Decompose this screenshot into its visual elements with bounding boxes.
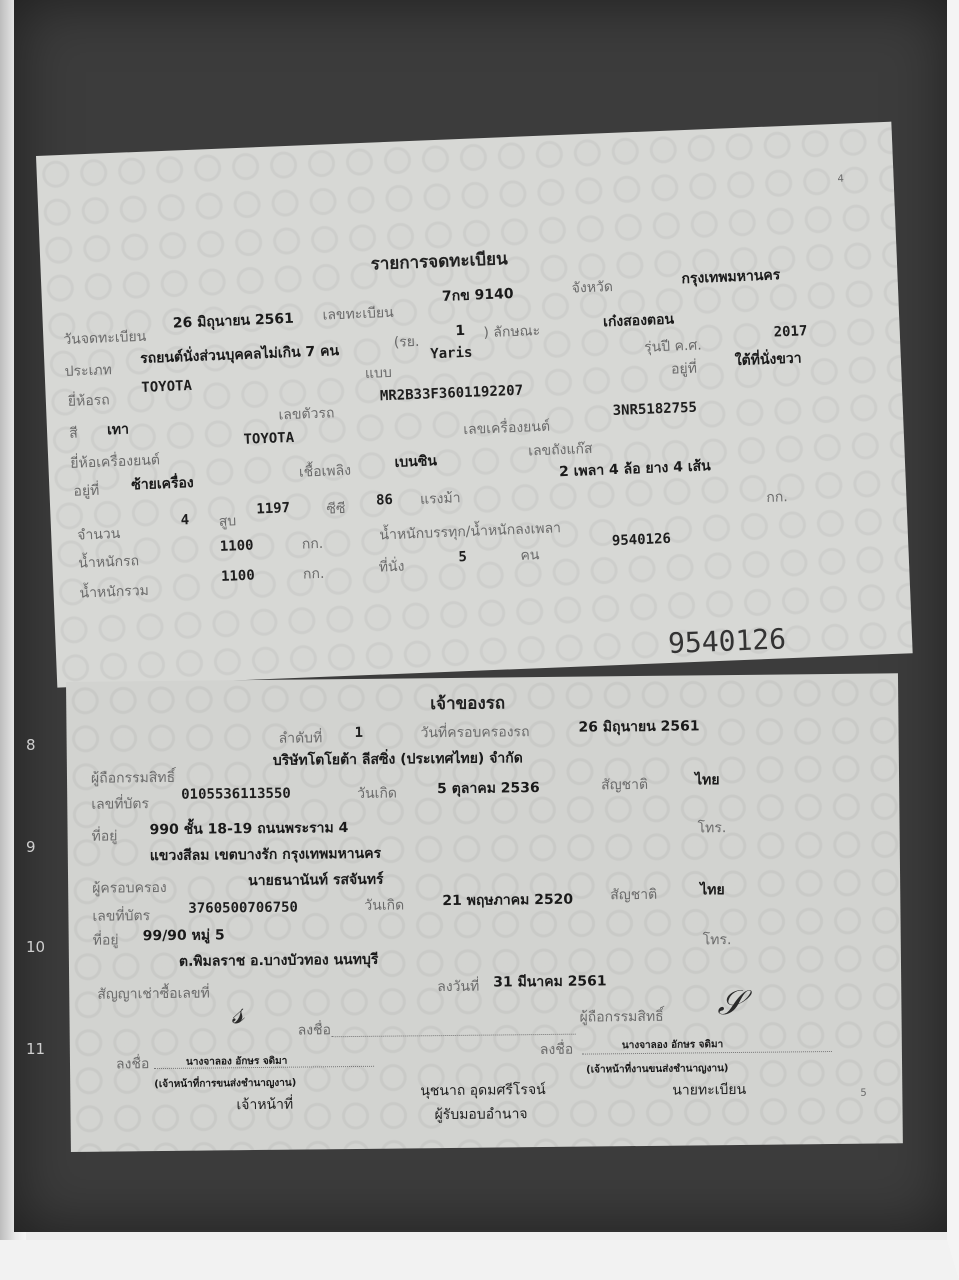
type-label: ประเภท <box>64 362 113 381</box>
color-label: สี <box>68 425 79 442</box>
possessor-nation: ไทย <box>700 882 725 899</box>
registration-title: รายการจดทะเบียน <box>370 249 509 275</box>
persons-unit: คน <box>520 547 540 564</box>
signed-date-label: ลงวันที่ <box>437 978 480 996</box>
gas-tank-label: เลขถังแก๊ส <box>527 440 593 460</box>
possessor-id-label: เลขที่บัตร <box>92 908 151 925</box>
binder-mark: 11 <box>26 1040 46 1058</box>
owner-address-2: แขวงสีลม เขตบางรัก กรุงเทพมหานคร <box>149 845 382 865</box>
model: Yaris <box>429 344 473 363</box>
vehicle-type: รถยนต์นั่งส่วนบุคคลไม่เกิน 7 คน <box>139 343 340 367</box>
binder-mark: 10 <box>26 938 46 956</box>
lease-contract-label: สัญญาเช่าซื้อเลขที่ <box>97 985 210 1003</box>
horsepower: 86 <box>375 491 394 509</box>
chassis-at-label: อยู่ที่ <box>670 360 698 378</box>
page-number-bottom: 5 <box>860 1087 867 1099</box>
owner-nation-label: สัญชาติ <box>601 776 649 794</box>
reg-date-label: วันจดทะเบียน <box>63 328 147 349</box>
char-label: ) ลักษณะ <box>483 322 541 342</box>
possessor-address-1: 99/90 หมู่ 5 <box>142 927 225 945</box>
owner-name: บริษัทโตโยต้า ลีสซิ่ง (ประเทศไทย) จำกัด <box>272 750 523 769</box>
authorized-title: ผู้รับมอบอำนาจ <box>434 1106 528 1124</box>
seats: 5 <box>458 549 468 566</box>
binder-mark: 9 <box>26 838 36 856</box>
total-weight: 1100 <box>220 567 256 585</box>
officer-name-left: นางจาลอง อักษร จดิมา <box>185 1055 288 1068</box>
owner-sheet <box>66 673 903 1152</box>
car-weight-label: น้ำหนักรถ <box>78 553 140 572</box>
possessor-label: ผู้ครอบครอง <box>92 879 167 897</box>
brand: TOYOTA <box>141 377 193 396</box>
engine-brand-label: ยี่ห้อเครื่องยนต์ <box>70 452 161 472</box>
car-weight: 1100 <box>219 537 254 555</box>
officer-position-right: (เจ้าหน้าที่งานขนส่งชำนาญงาน) <box>586 1063 729 1076</box>
chassis-at: ใต้ที่นั่งขวา <box>734 350 802 370</box>
province: กรุงเทพมหานคร <box>681 267 781 288</box>
officer-title: เจ้าหน้าที่ <box>236 1096 294 1114</box>
plate: 7กข 9140 <box>441 285 514 305</box>
signature-line <box>332 1033 576 1038</box>
engine-number: 3NR5182755 <box>612 399 698 420</box>
registrar-title: นายทะเบียน <box>672 1081 747 1099</box>
engine-at: ซ้ายเครื่อง <box>130 474 195 494</box>
chassis-label: เลขตัวรถ <box>278 405 335 424</box>
sign-label-right: ลงชื่อ <box>539 1041 574 1059</box>
owner-id: 0105536113550 <box>181 785 291 803</box>
seats-label: ที่นั่ง <box>378 558 405 576</box>
registration-sheet <box>36 122 913 688</box>
owner-id-label: เลขที่บัตร <box>91 796 150 813</box>
year: 2017 <box>773 323 808 341</box>
kg-unit-right: กก. <box>765 489 789 506</box>
possessor-nation-label: สัญชาติ <box>610 886 658 904</box>
order-number: 1 <box>354 724 364 741</box>
possessor-address-2: ต.พิมลราช อ.บางบัวทอง นนทบุรี <box>178 951 379 970</box>
reg-date: 26 มิถุนายน 2561 <box>172 310 295 332</box>
possess-date: 26 มิถุนายน 2561 <box>578 718 700 736</box>
year-label: รุ่นปี ค.ศ. <box>643 337 703 356</box>
owner-birth-label: วันเกิด <box>357 785 398 802</box>
possessor-birth-label: วันเกิด <box>364 897 405 914</box>
owner-tel-label: โทร. <box>697 820 727 837</box>
signature-officer: 𝓈 <box>231 992 245 1033</box>
possessor-id: 3760500706750 <box>188 899 299 917</box>
brand-label: ยี่ห้อรถ <box>67 392 111 410</box>
owner-label: ผู้ถือกรรมสิทธิ์ <box>90 769 176 787</box>
possessor-birth: 21 พฤษภาคม 2520 <box>442 891 574 910</box>
owner-address-label: ที่อยู่ <box>91 828 118 845</box>
serial-number: 9540126 <box>611 530 672 550</box>
officer-name-right: นางจาลอง อักษร จดิมา <box>621 1039 724 1052</box>
serial-number-large: 9540126 <box>667 622 787 661</box>
cc-label: ซีซี <box>326 500 346 518</box>
page-number: 4 <box>837 173 845 185</box>
officer-position-left: (เจ้าหน้าที่การขนส่งชำนาญงาน) <box>154 1077 297 1091</box>
load-weight-label: น้ำหนักบรรทุก/น้ำหนักลงเพลา <box>379 520 562 544</box>
ry-label: (รย. <box>393 333 420 351</box>
sign-label: ลงชื่อ <box>297 1022 332 1039</box>
total-weight-label: น้ำหนักรวม <box>79 582 150 602</box>
possessor-tel-label: โทร. <box>702 932 732 949</box>
engine-no-label: เลขเครื่องยนต์ <box>463 418 551 439</box>
model-label: แบบ <box>364 364 393 382</box>
owner-nation: ไทย <box>694 772 720 789</box>
possessor-name: นายธนานันท์ รสจันทร์ <box>248 871 384 890</box>
axles-wheels: 2 เพลา 4 ล้อ ยาง 4 เส้น <box>558 458 712 481</box>
binder-mark: 8 <box>26 736 36 754</box>
possess-date-label: วันที่ครอบครองรถ <box>420 724 530 742</box>
ry-number: 1 <box>455 322 466 340</box>
owner-section-title: เจ้าของรถ <box>430 693 506 715</box>
engine-cc: 1197 <box>256 500 291 518</box>
fuel: เบนซิน <box>394 453 438 471</box>
count-label: จำนวน <box>76 525 121 544</box>
sign-label-left: ลงชื่อ <box>115 1056 150 1073</box>
owner-sign-label: ผู้ถือกรรมสิทธิ์ <box>579 1008 664 1026</box>
kg-unit-total: กก. <box>302 565 325 583</box>
order-label: ลำดับที่ <box>278 730 323 747</box>
possessor-address-label: ที่อยู่ <box>92 932 119 949</box>
plate-label: เลขทะเบียน <box>322 304 395 324</box>
owner-birth: 5 ตุลาคม 2536 <box>437 780 540 798</box>
signed-date: 31 มีนาคม 2561 <box>493 973 607 991</box>
authorized-name: นุชนาถ อุดมศรีโรจน์ <box>420 1081 546 1100</box>
signature-registrar: 𝒮 <box>717 982 744 1024</box>
vehicle-char: เก๋งสองตอน <box>602 311 675 331</box>
cylinders: 4 <box>180 512 190 529</box>
chassis-number: MR2B33F3601192207 <box>379 382 524 405</box>
province-label: จังหวัด <box>571 278 614 297</box>
color: เทา <box>106 421 130 439</box>
cylinder-label: สูบ <box>218 513 237 530</box>
engine-at-label: อยู่ที่ <box>73 482 100 500</box>
engine-brand: TOYOTA <box>243 429 295 448</box>
owner-address-1: 990 ชั้น 18-19 ถนนพระราม 4 <box>149 820 349 839</box>
fuel-label: เชื้อเพลิง <box>298 462 352 481</box>
kg-unit: กก. <box>301 535 324 553</box>
hp-label: แรงม้า <box>419 490 461 508</box>
